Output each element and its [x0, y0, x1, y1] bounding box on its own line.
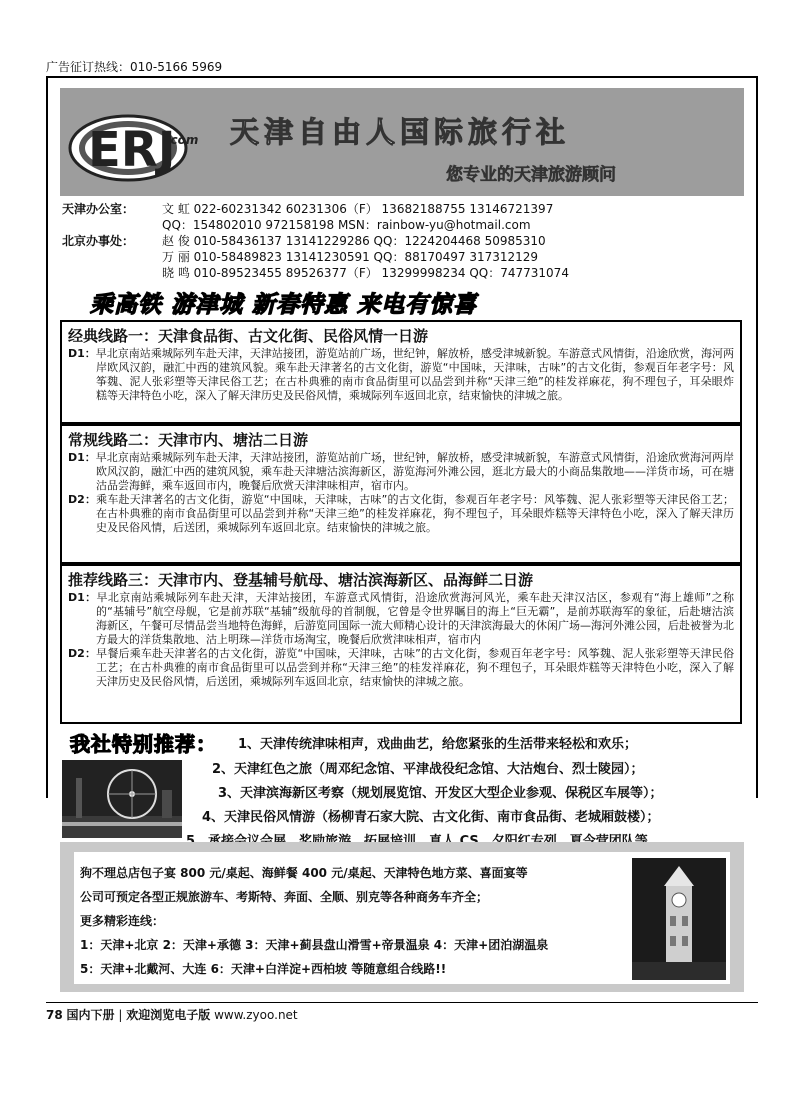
ad-hotline: 广告征订热线：010-5166 5969: [46, 60, 223, 74]
vehicle-info: 公司可预定各型正规旅游车、考斯特、奔面、全顺、别克等各种商务车齐全；: [80, 890, 489, 904]
tianjin-contact-line-2: QQ：154802010 972158198 MSN：rainbow-yu@hotmail.com: [162, 218, 531, 232]
route-box-2: [60, 424, 742, 564]
special-item: 2、天津红色之旅（周邓纪念馆、平津战役纪念馆、大沽炮台、烈士陵园）；: [212, 762, 644, 777]
promo-headline: 乘高铁 游津城 新春特惠 来电有惊喜: [90, 292, 478, 318]
section-name: 国内下册: [66, 1008, 115, 1022]
route-day: D1：早北京南站乘城际列车赴天津，天津站接团，游览站前广场，世纪钟，解放桥，感受津城新貌，车游意式风情街，沿途欣赏海河两岸欧风汉韵，融汇中西的建筑风貌，乘车赴天津塘沽滨海新区，游览海河外滩公园，逛北方最大的小商品集散地——洋货市场，可在塘沽品尝海鲜，乘车返回市内，晚餐后欣赏天津津味相声，宿市内。: [68, 451, 734, 492]
route-box-1: [60, 320, 742, 424]
route-day: D1：早北京南站乘城际列车赴天津，天津站接团，车游意式风情街，沿途欣赏海河风光，乘车赴天津汉沽区，参观有“海上雄师”之称的“基辅号”航空母舰，它是前苏联“基辅”级航母的首制舰，它曾是令世界瞩目的海上“巨无霸”，是前苏联海军的象征，后赴塘沽滨海新区，午餐可尽情品尝当地特色海鲜，后游览同国际一流大师精心设计的天津滨海最大的休闲广场—海河外滩公园，后赴被誉为北方最大的洋货集散地、沽上明珠—洋货市场淘宝，晚餐后欣赏津味相声，宿市内: [68, 591, 734, 646]
logo-letters: ERJ: [88, 122, 176, 178]
route-box-3: [60, 564, 742, 724]
agency-name: 天津自由人国际旅行社: [230, 115, 571, 149]
combo-routes-line-1: 1：天津+北京 2：天津+承德 3：天津+蓟县盘山滑雪+帝景温泉 4：天津+团泊湖温泉: [80, 938, 549, 952]
beijing-contact-line-1: 赵 俊 010-58436137 13141229286 QQ：1224204468 50985310: [162, 234, 546, 248]
special-item: 3、天津滨海新区考察（规划展览馆、开发区大型企业参观、保税区车展等）；: [218, 786, 663, 801]
special-item: 4、天津民俗风情游（杨柳青石家大院、古文化街、南市食品街、老城厢鼓楼）；: [202, 810, 660, 825]
beijing-contact-line-3: 晓 鸣 010-89523455 89526377（F） 13299998234 QQ：747731074: [162, 266, 569, 280]
special-item: 1、天津传统津味相声，戏曲曲艺，给您紧张的生活带来轻松和欢乐；: [238, 737, 638, 752]
route-title: 常规线路二：天津市内、塘沽二日游: [68, 431, 309, 449]
website-link[interactable]: www.zyoo.net: [214, 1008, 298, 1022]
logo-com-text: .com: [166, 133, 199, 147]
special-recommend-title: 我社特别推荐：: [70, 732, 217, 756]
page-footer: [46, 1006, 298, 1023]
footer-separator: |: [118, 1008, 123, 1022]
agency-logo: [66, 110, 216, 182]
ferris-wheel-photo: [62, 760, 182, 838]
page-number: 78: [46, 1008, 63, 1022]
beijing-contact-line-2: 万 丽 010-58489823 13141230591 QQ：88170497 317312129: [162, 250, 539, 264]
route-title: 经典线路一：天津食品街、古文化街、民俗风情一日游: [68, 327, 429, 345]
tianjin-contact-line-1: 文 虹 022-60231342 60231306（F） 13682188755 13146721397: [162, 202, 554, 216]
route-day: D2：早餐后乘车赴天津著名的古文化街，游览“中国味，天津味，古味”的古文化街，参观百年老字号：风筝魏、泥人张彩塑等天津民俗工艺；在古朴典雅的南市食品街里可以品尝到并称“天津三绝”的桂发祥麻花，狗不理包子，耳朵眼炸糕等天津特色小吃，深入了解天津历史及民俗风情，后送团，乘城际列车返回北京，结束愉快的津城之旅。: [68, 647, 734, 688]
agency-slogan: 您专业的天津旅游顾问: [446, 165, 616, 185]
route-title: 推荐线路三：天津市内、登基辅号航母、塘沽滨海新区、品海鲜二日游: [68, 571, 534, 589]
combo-routes-line-2: 5：天津+北戴河、大连 6：天津+白洋淀+西柏坡 等随意组合线路!!: [80, 962, 447, 976]
beijing-office-label: 北京办事处：: [62, 234, 135, 248]
clock-tower-photo: [632, 858, 726, 980]
footer-tagline: 欢迎浏览电子版: [126, 1008, 211, 1022]
banquet-info: 狗不理总店包子宴 800 元/桌起、海鲜餐 400 元/桌起、天津特色地方菜、喜面宴等: [80, 866, 528, 880]
tianjin-office-label: 天津办公室：: [62, 202, 135, 216]
route-day: D2：乘车赴天津著名的古文化街，游览“中国味，天津味，古味”的古文化街，参观百年老字号：风筝魏、泥人张彩塑等天津民俗工艺；在古朴典雅的南市食品街里可以品尝到并称“天津三绝”的桂发祥麻花，狗不理包子，耳朵眼炸糕等天津特色小吃，深入了解天津历史及民俗风情，后送团，乘城际列车返回北京。结束愉快的津城之旅。: [68, 493, 734, 534]
route-day: D1：早北京南站乘城际列车赴天津，天津站接团，游览站前广场，世纪钟，解放桥，感受津城新貌。车游意式风情街，沿途欣赏，海河两岸欧风汉韵，融汇中西的建筑风貌。乘车赴天津著名的古文化街，游览“中国味，天津味，古味”的古文化街，参观百年老字号：风筝魏、泥人张彩塑等天津民俗工艺；在古朴典雅的南市食品街里可以品尝到并称“天津三绝”的桂发祥麻花，狗不理包子，耳朵眼炸糕等天津特色小吃，深入了解天津历史及民俗风情，乘城际列车返回北京，结束愉快的津城之旅。: [68, 347, 734, 402]
more-routes-label: 更多精彩连线：: [80, 914, 165, 928]
footer-rule: [46, 1002, 758, 1003]
